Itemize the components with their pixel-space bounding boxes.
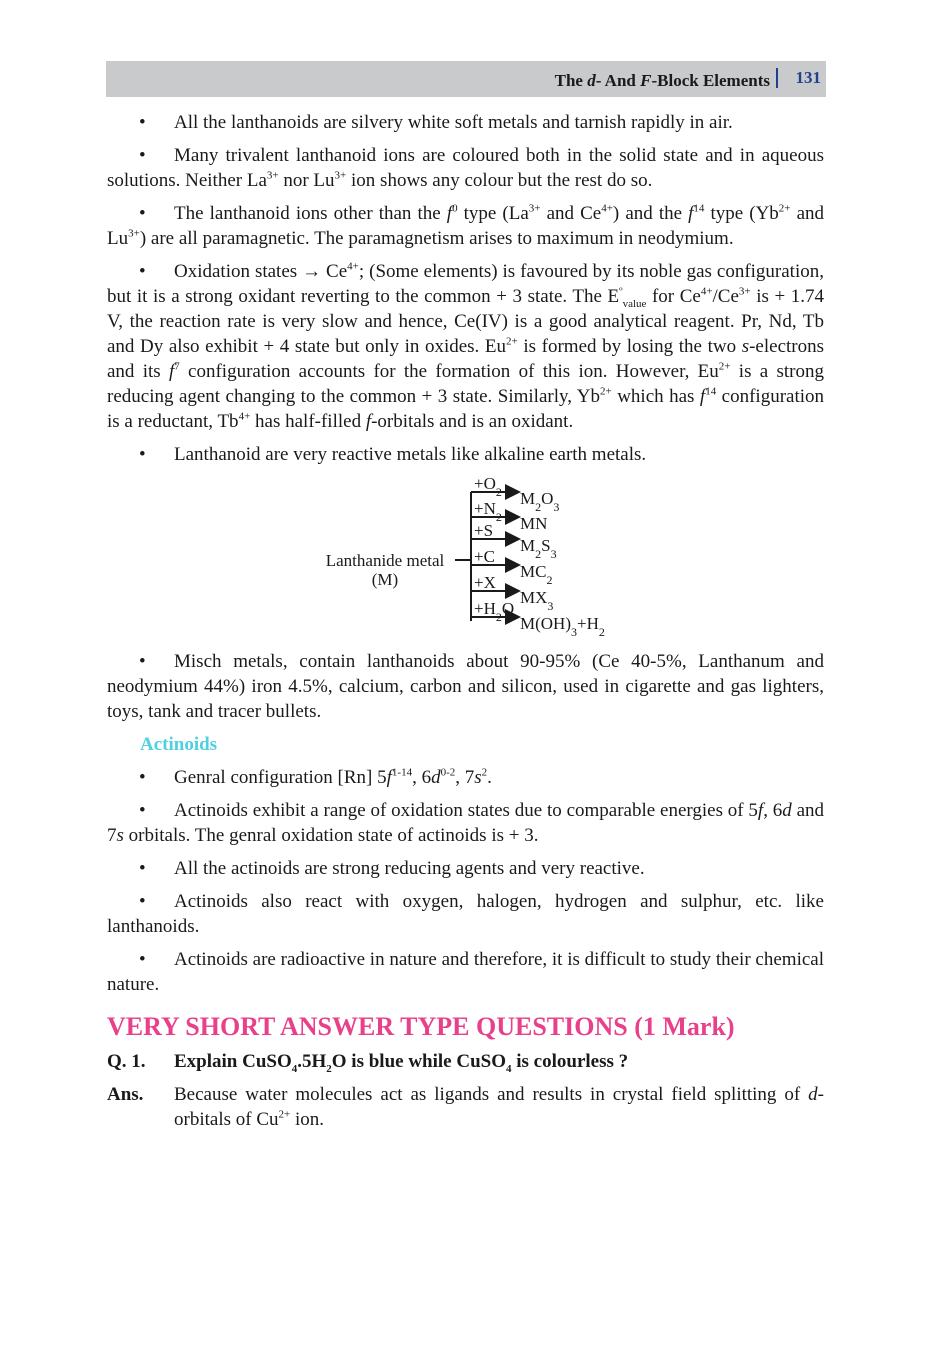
bullet-trivalent-ions-coloured <box>107 143 824 193</box>
page-number: 131 <box>795 68 821 87</box>
header-separator <box>776 68 778 88</box>
metal-label: Lanthanide metal <box>325 551 445 570</box>
bullet-text: Actinoids are radioactive in nature and therefore, it is difficult to study their chemical nature. <box>107 949 824 995</box>
reaction-branches <box>471 475 605 639</box>
answer-text: Because water molecules act as ligands and results in crystal field splitting of d-orbitals of $Cu^{2+}$ ion. <box>174 1084 824 1130</box>
reagent-label: +S <box>474 521 494 540</box>
vsa-heading: VERY SHORT ANSWER TYPE QUESTIONS (1 Mark) <box>107 1012 735 1041</box>
bullet-text: All the lanthanoids are silvery white soft metals and tarnish rapidly in air. <box>174 112 733 133</box>
reagent-label: $+O_2$ <box>474 475 502 499</box>
product-label: $M_2S_3$ <box>520 536 557 561</box>
bullet-marker: • <box>139 800 146 821</box>
question-label: Q. 1. <box>107 1051 146 1072</box>
bullet-text: Misch metals, contain lanthanoids about 90-95% (Ce 40-5%, Lanthanum and neodymium 44%) iron 4.5%, calcium, carbon and silicon, used in cigarette and gas lighters, toys, tank and tracer bullets. <box>107 651 824 722</box>
bullet-marker: • <box>139 891 146 912</box>
answer-1 <box>107 1082 824 1132</box>
bullet-marker: • <box>139 203 146 224</box>
bullet-marker: • <box>139 112 146 133</box>
header-title: The d- And F-Block Elements <box>554 71 770 90</box>
bullet-marker: • <box>139 949 146 970</box>
product-label: $MX_3$ <box>520 588 554 613</box>
product-label: $MC_2$ <box>520 562 553 587</box>
bullet-react-with-oxygen <box>107 889 824 939</box>
bullet-text: Lanthanoid are very reactive metals like alkaline earth metals. <box>174 444 647 465</box>
bullet-text: All the actinoids are strong reducing agents and very reactive. <box>174 858 645 879</box>
bullet-text: Actinoids also react with oxygen, halogen, hydrogen and sulphur, etc. like lanthanoids. <box>107 891 824 937</box>
product-label: $M_2O_3$ <box>520 489 560 514</box>
reaction-diagram-svg <box>107 475 824 641</box>
bullet-marker: • <box>139 858 146 879</box>
bullet-marker: • <box>139 145 146 166</box>
page-body <box>107 110 824 1140</box>
question-1 <box>107 1049 824 1074</box>
running-header <box>106 61 826 97</box>
answer-label: Ans. <box>107 1084 144 1105</box>
bullet-reactive-metals <box>107 442 824 467</box>
bullet-general-configuration <box>107 765 824 790</box>
bullet-radioactive <box>107 947 824 997</box>
bullet-oxidation-states <box>107 259 824 434</box>
bullet-text: The lanthanoid ions other than the $f^0$ type ($La^{3+}$ and $Ce^{4+}$) and the $f^{14}$ type ($Yb^{2+}$ and $Lu^{3+}$) are all paramagnetic. The paramagnetism arises to maximum in neodymium. <box>107 202 825 249</box>
reagent-label: $+H_2O$ <box>474 599 515 624</box>
bullet-marker: • <box>139 261 146 282</box>
reagent-label: +C <box>474 547 495 566</box>
bullet-paramagnetism <box>107 201 824 251</box>
bullet-marker: • <box>139 767 146 788</box>
bullet-text: Genral configuration [Rn] $5f^{1-14}$, $6d^{0-2}$, $7s^2$. <box>174 766 492 788</box>
actinoids-heading: Actinoids <box>140 734 218 755</box>
bullet-text: Many trivalent lanthanoid ions are coloured both in the solid state and in aqueous solutions. Neither $La^{3+}$ nor $Lu^{3+}$ ion shows any colour but the rest do so. <box>107 145 824 191</box>
bullet-reducing-agents <box>107 856 824 881</box>
lanthanide-reaction-diagram <box>107 475 824 641</box>
reagent-label: $+N_2$ <box>474 499 502 524</box>
bullet-text: Actinoids exhibit a range of oxidation states due to comparable energies of 5f, 6d and 7s orbitals. The genral oxidation state of actinoids is + 3. <box>107 800 825 846</box>
metal-symbol: (M) <box>371 570 399 589</box>
bullet-text: Oxidation states → $Ce^{4+}$; (Some elements) is favoured by its noble gas configuration, but it is a strong oxidant reverting to the common + 3 state. The $E^º_{value}$ for $Ce^{4+}/Ce^{3+}$ is + 1.74 V, the reaction rate is very slow and hence, Ce(IV) is a good analytical reagent. Pr, Nd, Tb and Dy also exhibit + 4 state but only in oxides. $Eu^{2+}$ is formed by losing the two s-electrons and its $f^7$ configuration accounts for the formation of this ion. However, $Eu^{2+}$ is a strong reducing agent changing to the common + 3 state. Similarly, $Yb^{2+}$ which has $f^{14}$ configuration is a reductant, $Tb^{4+}$ has half-filled f-orbitals and is an oxidant. <box>107 260 825 432</box>
question-text: Explain $CuSO_4.5H_2O$ is blue while CuSO$_4$ is colourless ? <box>174 1051 629 1075</box>
product-label: MN <box>520 514 548 533</box>
reagent-label: +X <box>474 573 496 592</box>
bullet-lanthanoids-silvery <box>107 110 824 135</box>
product-label: $M(OH)_3+H_2$ <box>520 614 605 639</box>
bullet-misch-metals <box>107 649 824 724</box>
bullet-actinoid-oxidation-range <box>107 798 824 848</box>
bullet-marker: • <box>139 444 146 465</box>
bullet-marker: • <box>139 651 146 672</box>
